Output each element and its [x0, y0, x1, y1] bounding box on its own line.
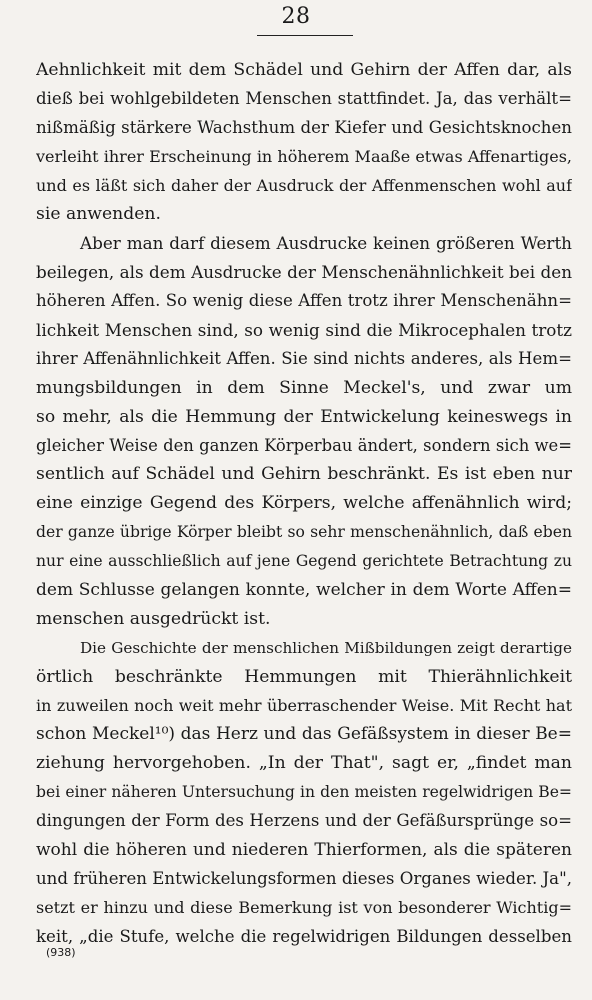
- text-line: sentlich auf Schädel und Gehirn beschränkt. Es ist eben nur: [36, 464, 572, 485]
- text-line: so mehr, als die Hemmung der Entwickelung keineswegs in: [36, 406, 572, 427]
- signature-mark: (938): [46, 946, 76, 959]
- text-line: bei einer näheren Untersuchung in den meisten regelwidrigen Be=: [36, 783, 572, 802]
- text-line: und früheren Entwickelungsformen dieses Organes wieder. Ja",: [36, 868, 572, 888]
- text-line: gleicher Weise den ganzen Körperbau ändert, sondern sich we=: [36, 435, 572, 455]
- text-line: lichkeit Menschen sind, so wenig sind die Mikrocephalen trotz: [36, 320, 572, 341]
- text-line: verleiht ihrer Erscheinung in höherem Maaße etwas Affenartiges,: [36, 146, 572, 166]
- text-line: dingungen der Form des Herzens und der Gefäßursprünge so=: [36, 811, 572, 831]
- text-line: örtlich beschränkte Hemmungen mit Thierähnlichkeit: [36, 666, 572, 687]
- text-line: schon Meckel¹⁰) das Herz und das Gefäßsystem in dieser Be=: [36, 724, 572, 745]
- text-line: dem Schlusse gelangen konnte, welcher in dem Worte Affen=: [36, 580, 572, 601]
- text-line: Aber man darf diesem Ausdrucke keinen größeren Werth: [80, 233, 572, 254]
- text-line: Aehnlichkeit mit dem Schädel und Gehirn der Affen dar, als: [36, 60, 572, 80]
- text-line: setzt er hinzu und diese Bemerkung ist von besonderer Wichtig=: [36, 897, 572, 917]
- body-text: [36, 56, 572, 952]
- text-line: sie anwenden.: [36, 204, 161, 225]
- text-line: dieß bei wohlgebildeten Menschen stattfindet. Ja, das verhält=: [36, 88, 572, 108]
- text-line: ihrer Affenähnlichkeit Affen. Sie sind nichts anderes, als Hem=: [36, 348, 572, 368]
- text-line: und es läßt sich daher der Ausdruck der Affenmenschen wohl auf: [36, 175, 572, 195]
- text-line: höheren Affen. So wenig diese Affen trotz ihrer Menschenähn=: [36, 291, 572, 311]
- text-line: wohl die höheren und niederen Thierformen, als die späteren: [36, 840, 572, 861]
- text-line: in zuweilen noch weit mehr überraschender Weise. Mit Recht hat: [36, 695, 572, 715]
- text-line: der ganze übrige Körper bleibt so sehr menschenähnlich, daß eben: [36, 523, 572, 542]
- text-line: Die Geschichte der menschlichen Mißbildungen zeigt derartige: [80, 638, 572, 657]
- text-line: beilegen, als dem Ausdrucke der Menschenähnlichkeit bei den: [36, 262, 572, 283]
- text-line: mungsbildungen in dem Sinne Meckel's, und zwar um: [36, 377, 572, 398]
- text-line: menschen ausgedrückt ist.: [36, 608, 271, 629]
- text-line: nur eine ausschließlich auf jene Gegend gerichtete Betrachtung zu: [36, 552, 572, 571]
- text-line: ziehung hervorgehoben. „In der That", sagt er, „findet man: [36, 753, 572, 774]
- text-line: eine einzige Gegend des Körpers, welche affenähnlich wird;: [36, 493, 572, 514]
- text-line: nißmäßig stärkere Wachsthum der Kiefer und Gesichtsknochen: [36, 117, 572, 137]
- header-rule: [257, 35, 353, 36]
- text-line: keit, „die Stufe, welche die regelwidrigen Bildungen desselben: [36, 926, 572, 946]
- page-number: 28: [281, 4, 311, 29]
